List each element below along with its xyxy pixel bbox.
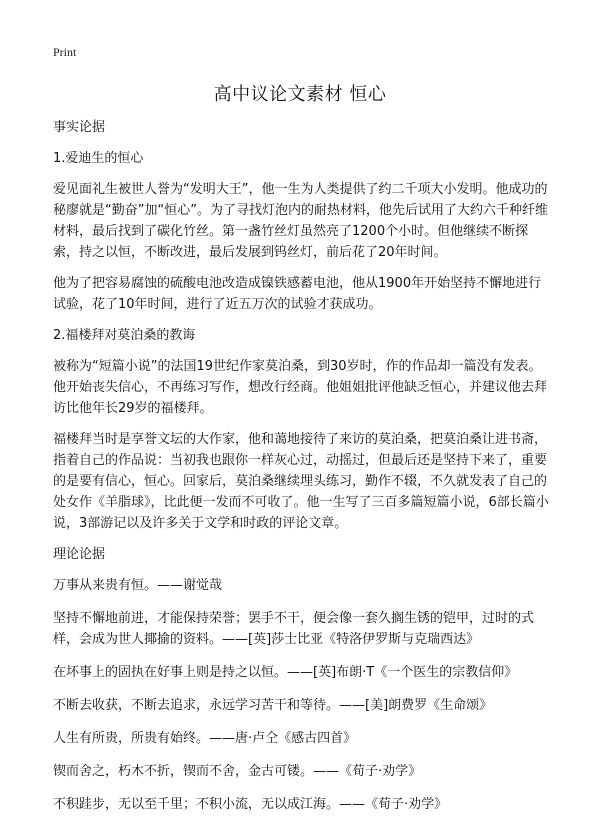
quote-item: 不断去收获，不断去追求，永远学习苦干和等待。——[美]朗费罗《生命颂》 xyxy=(53,698,493,713)
flaubert-paragraph-2: 福楼拜当时是享誉文坛的大作家，他和蔼地接待了来访的莫泊桑，把莫泊桑让进书斋，指着自己的作品说：当初我也跟你一样灰心过，动摇过，但最后还是坚持下来了，重要的是要有信心，恒心。回家后，莫泊桑继续埋头练习，勤作不辍，不久就发表了自己的处女作《羊脂球》，比此便一发而不可收了。他一生写了三百多篇短篇小说，6部长篇小说，3部游记以及许多关于文学和时政的评论文章。 xyxy=(53,432,549,531)
quote-item: 锲而舍之，朽木不折，锲而不舍，金古可镂。——《荀子·劝学》 xyxy=(53,764,422,779)
quote-item: 在坏事上的固执在好事上则是持之以恒。——[英]布朗·T《一个医生的宗教信仰》 xyxy=(53,665,518,680)
page-title: 高中议论文素材 恒心 xyxy=(213,84,387,105)
edison-heading: 1.爱迪生的恒心 xyxy=(53,151,144,166)
edison-paragraph-1: 爱见面礼生被世人誉为“发明大王”，他一生为人类提供了约二千项大小发明。他成功的秘廖就是“勤奋”加“恒心”。为了寻找灯泡内的耐热材料，他先后试用了大约六千种纤维材料，最后找到了碳化竹丝。第一盏竹丝灯虽然亮了1200个小时。但他继续不断探索，持之以恒，不断改进，最后发展到钨丝灯，前后花了20年时间。 xyxy=(53,182,548,260)
flaubert-heading: 2.福楼拜对莫泊桑的教诲 xyxy=(53,328,196,343)
quote-item: 不积跬步，无以至千里；不积小流，无以成江海。——《荀子·劝学》 xyxy=(53,797,448,812)
quote-item: 坚持不懈地前进，才能保持荣誉；罢手不干，便会像一套久搁生锈的铠甲，过时的式样，会成为世人揶揄的资料。——[英]莎士比亚《特洛伊罗斯与克瑞西达》 xyxy=(53,611,535,647)
edison-paragraph-2: 他为了把容易腐蚀的硫酸电池改造成镍铁感蓄电池，他从1900年开始坚持不懈地进行试验，花了10年时间，进行了近五万次的试验才获成功。 xyxy=(53,276,542,312)
flaubert-paragraph-1: 被称为“短篇小说”的法国19世纪作家莫泊桑，到30岁时，作的作品却一篇没有发表。他开始丧失信心，不再练习写作，想改行经商。他姐姐批评他缺乏恒心，并建议他去拜访比他年长29岁的福楼拜。 xyxy=(53,359,548,416)
article-body xyxy=(53,117,554,827)
quote-item: 万事从来贵有恒。——谢觉哉 xyxy=(53,578,223,593)
facts-heading: 事实论据 xyxy=(53,120,106,135)
theory-heading: 理论论据 xyxy=(53,547,106,562)
print-link[interactable]: Print xyxy=(53,45,77,59)
quote-item: 人生有所贵，所贵有始终。——唐·卢仝《感古四首》 xyxy=(53,731,357,746)
